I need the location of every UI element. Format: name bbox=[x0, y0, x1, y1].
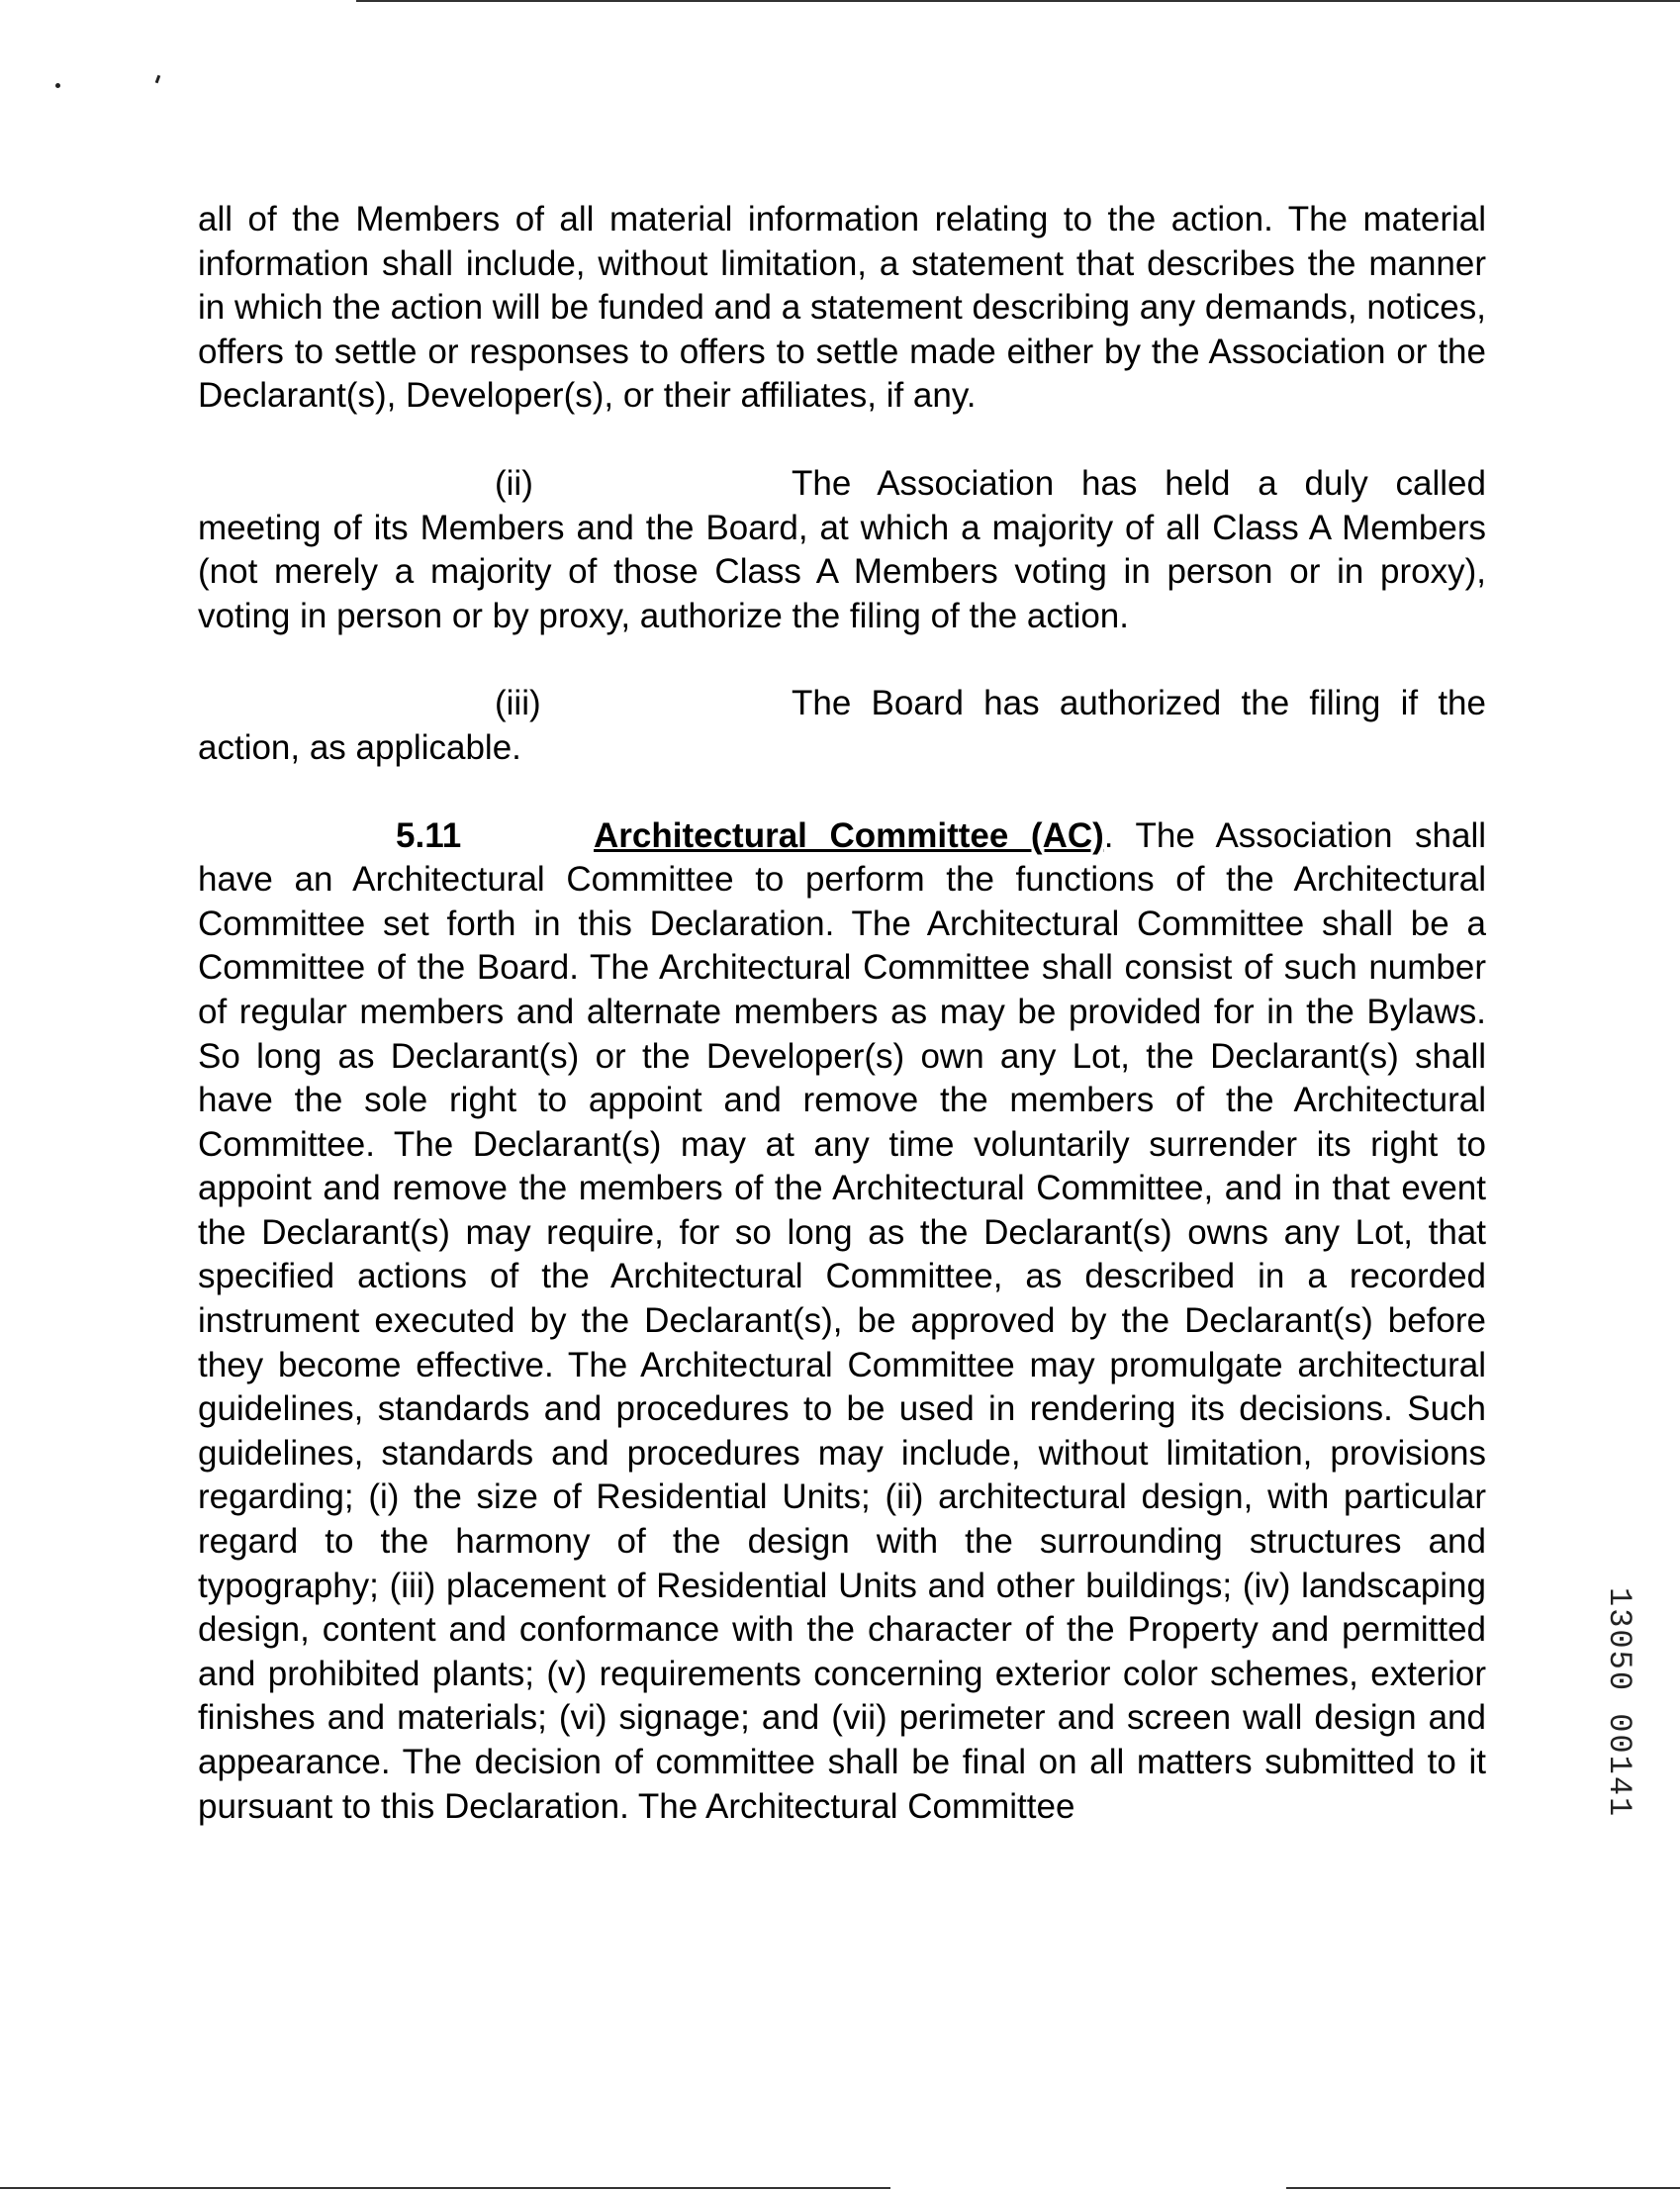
item-ii-text: The Association has held a duly called meeting of its Members and the Board, at which a majority of all Class A Members (not merely a majority of those Class A Members voting in person or in proxy), voting in person or by proxy, authorize the filing of the action. bbox=[198, 463, 1486, 635]
section-number: 5.11 bbox=[396, 815, 462, 855]
item-iii-label: (iii) bbox=[495, 684, 541, 723]
section-title: Architectural Committee (AC) bbox=[594, 815, 1104, 855]
item-ii-paragraph bbox=[198, 462, 1486, 638]
scan-speck-dot bbox=[55, 83, 60, 88]
document-body bbox=[198, 198, 1486, 1829]
scan-border-top bbox=[356, 0, 1680, 2]
scan-border-bottom-left bbox=[0, 2187, 890, 2189]
section-title-punct: . bbox=[1103, 815, 1114, 855]
scan-border-bottom-right bbox=[1286, 2187, 1680, 2189]
section-text: The Association shall have an Architectural Committee to perform the functions of the Architectural Committee set forth in this Declaration. The Architectural Committee shall be a Committee of the Board. The Architectural Committee shall consist of such number of regular members and alternate members as may be provided for in the Bylaws. So long as Declarant(s) or the Developer(s) own any Lot, the Declarant(s) shall have the sole right to appoint and remove the members of the Architectural Committee. The Declarant(s) may at any time voluntarily surrender its right to appoint and remove the members of the Architectural Committee, and in that event the Declarant(s) may require, for so long as the Declarant(s) owns any Lot, that specified actions of the Architectural Committee, as described in a recorded instrument executed by the Declarant(s), be approved by the Declarant(s) before they become effective. The Architectural Committee may promulgate architectural guidelines, standards and procedures to be used in rendering its decisions. Such guidelines, standards and procedures may include, without limitation, provisions regarding; (i) the size of Residential Units; (ii) architectural design, with particular regard to the harmony of the design with the surrounding structures and typography; (iii) placement of Residential Units and other buildings; (iv) landscaping design, content and conformance with the character of the Property and permitted and prohibited plants; (v) requirements concerning exterior color schemes, exterior finishes and materials; (vi) signage; and (vii) perimeter and screen wall design and appearance. The decision of committee shall be final on all matters submitted to it pursuant to this Declaration. The Architectural Committee bbox=[198, 815, 1486, 1826]
paragraph-continuation-text: all of the Members of all material information relating to the action. The material information shall include, without limitation, a statement that describes the manner in which the action will be funded and a statement describing any demands, notices, offers to settle or responses to offers to settle made either by the Association or the Declarant(s), Developer(s), or their affiliates, if any. bbox=[198, 200, 1486, 416]
scan-speck-mark bbox=[155, 75, 161, 84]
item-iii-paragraph bbox=[198, 682, 1486, 770]
item-iii-text: The Board has authorized the filing if the action, as applicable. bbox=[198, 684, 1486, 767]
section-5-11-paragraph bbox=[198, 814, 1486, 1830]
item-ii-label: (ii) bbox=[495, 463, 533, 503]
bates-number: 13050 00141 bbox=[1601, 1587, 1637, 1819]
paragraph-continuation bbox=[198, 198, 1486, 419]
